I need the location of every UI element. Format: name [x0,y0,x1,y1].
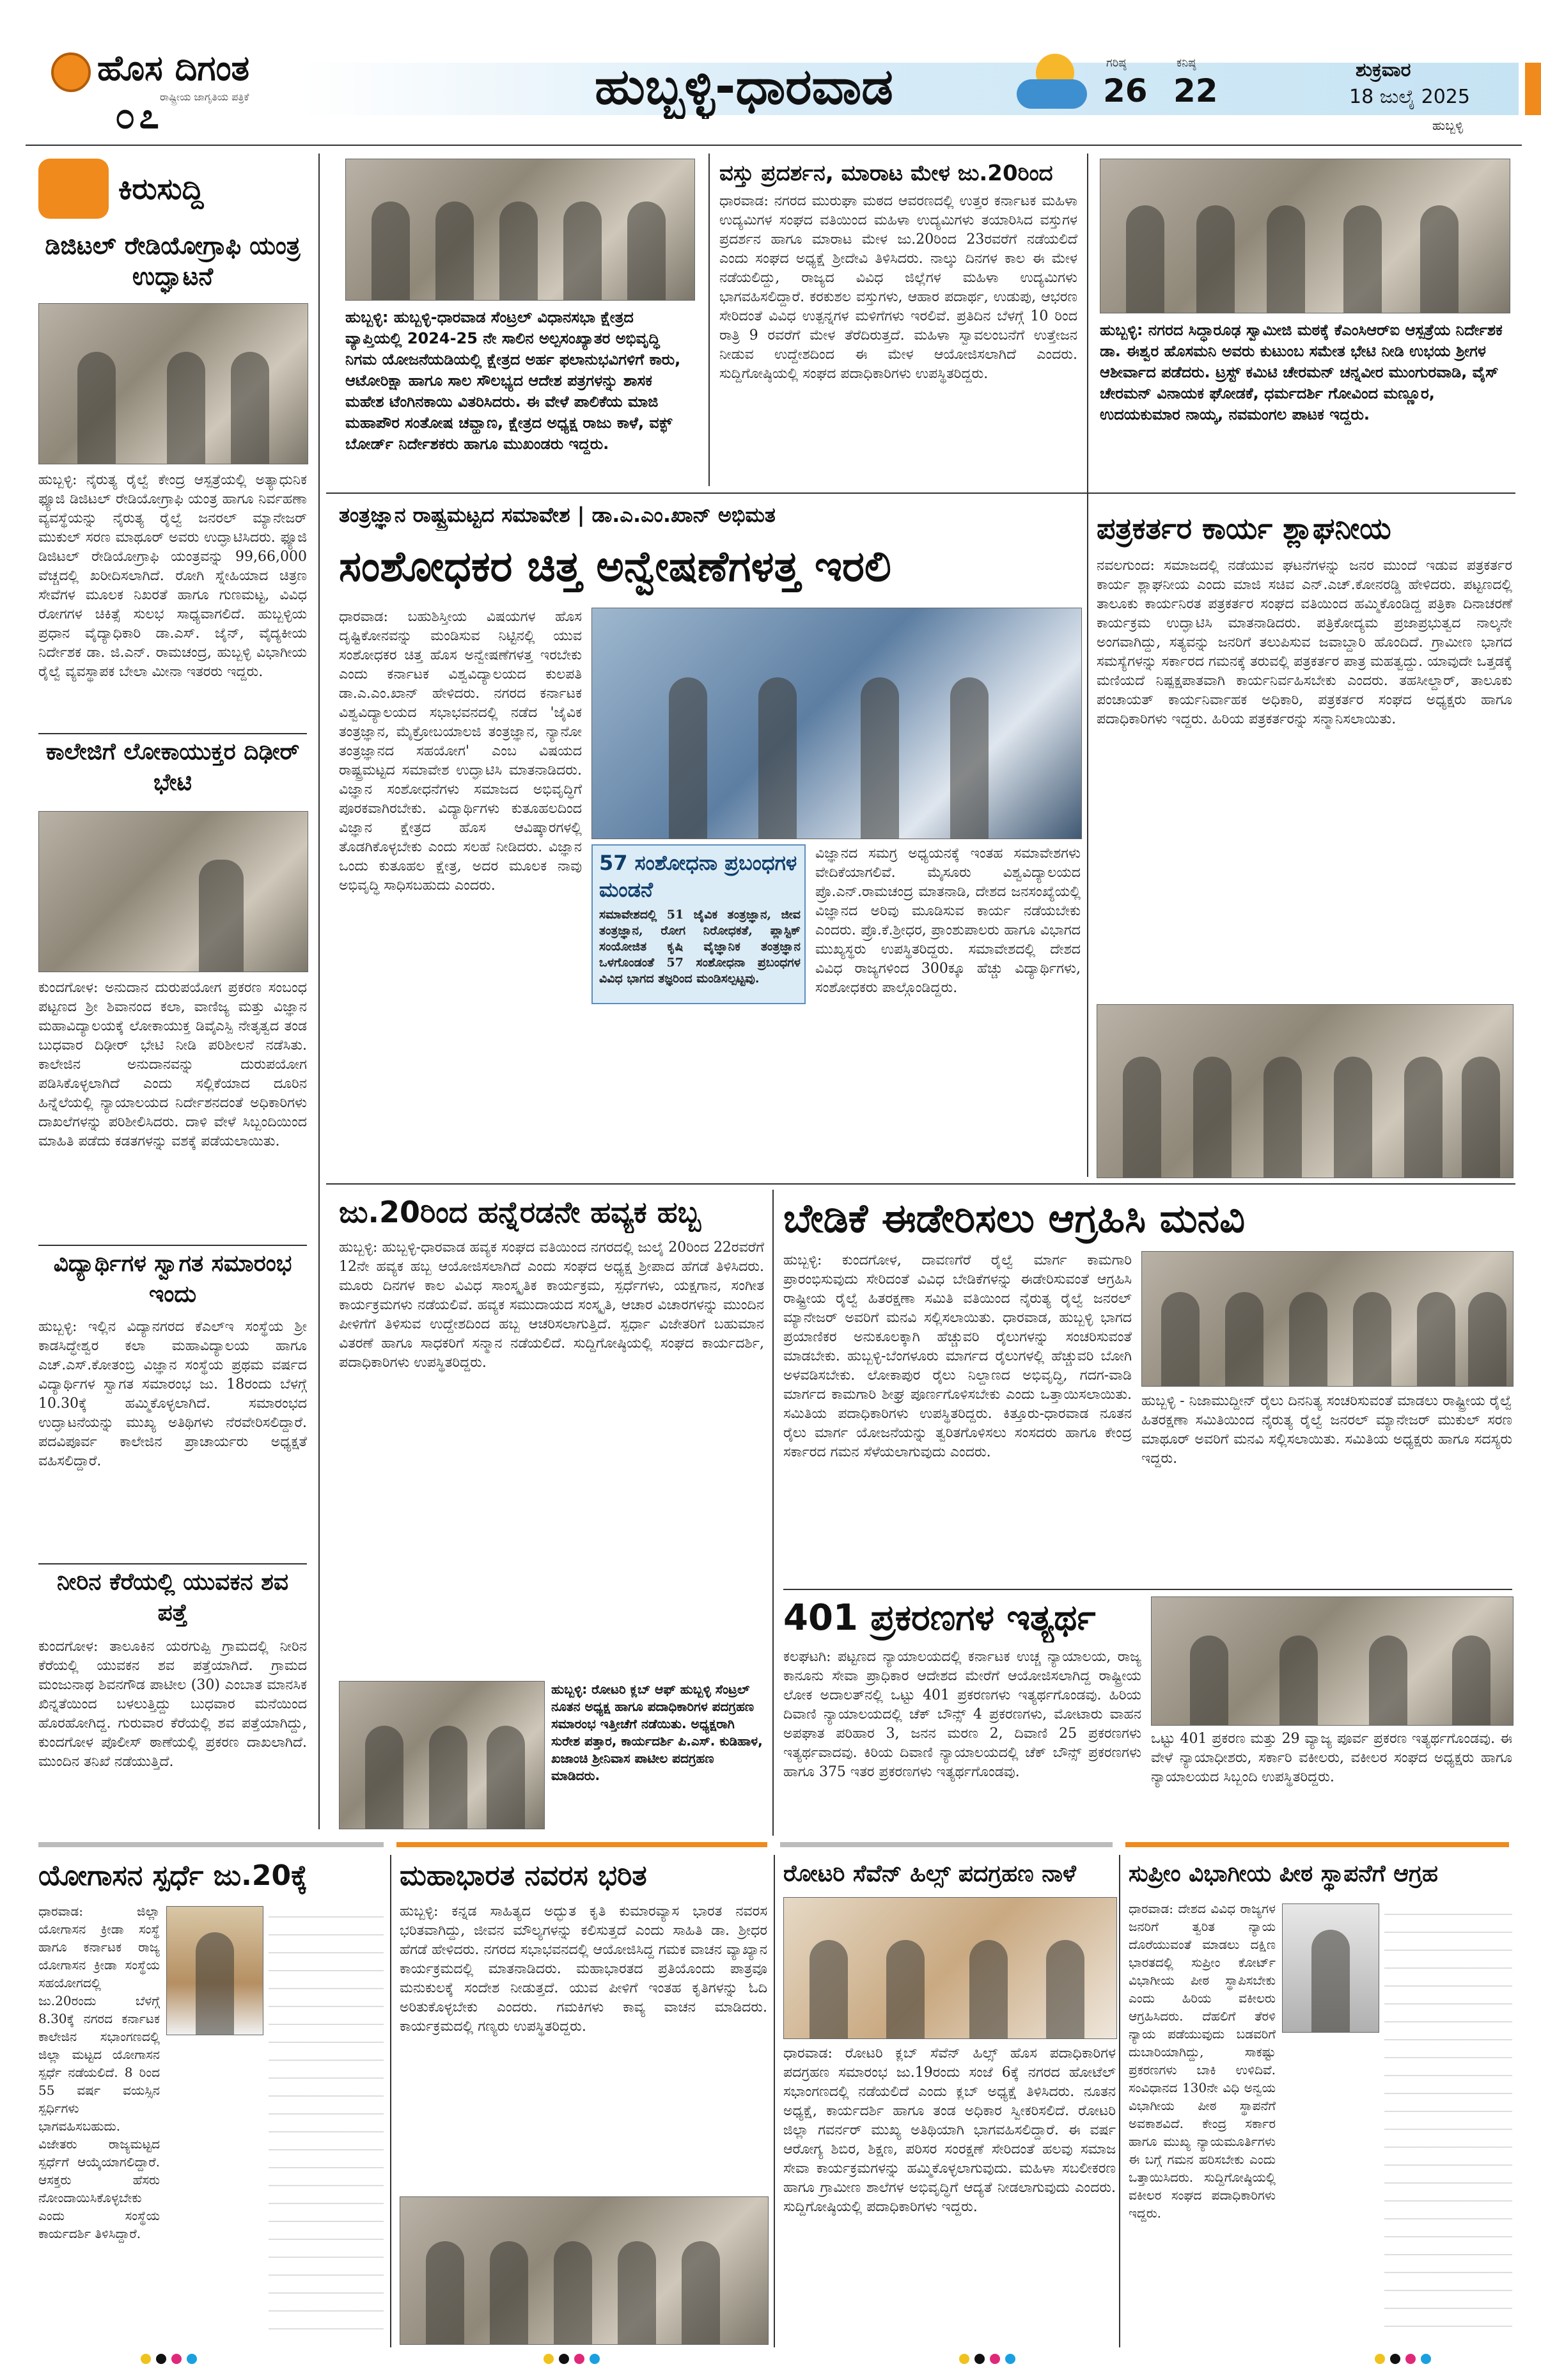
kirusuddi-body-2: ಕುಂದಗೋಳ: ಅನುದಾನ ದುರುಪಯೋಗ ಪ್ರಕರಣ ಸಂಬಂಧ ಪಟ್ಟಣದ ಶ್ರೀ ಶಿವಾನಂದ ಕಲಾ, ವಾಣಿಜ್ಯ ಮತ್ತು ವಿಜ್ಞಾನ ಮಹಾವಿದ್ಯಾಲಯಕ್ಕೆ ಲೋಕಾಯುಕ್ತ ಡಿವೈಎಸ್ಪಿ ನೇತೃತ್ವದ ತಂಡ ಬುಧವಾರ ದಿಢೀರ್ ಭೇಟಿ ನೀಡಿ ಪರಿಶೀಲನೆ ನಡೆಸಿತು. ಕಾಲೇಜಿನ ಅನುದಾನವನ್ನು ದುರುಪಯೋಗ ಪಡಿಸಿಕೊಳ್ಳಲಾಗಿದೆ ಎಂದು ಸಲ್ಲಿಕೆಯಾದ ದೂರಿನ ಹಿನ್ನೆಲೆಯಲ್ಲಿ ನ್ಯಾಯಾಲಯದ ನಿರ್ದೇಶನದಂತೆ ಅಧಿಕಾರಿಗಳು ದಾಖಲೆಗಳನ್ನು ಪರಿಶೀಲಿಸಿದರು. ದಾಳಿ ವೇಳೆ ಸಿಬ್ಬಂದಿಯಿಂದ ಮಾಹಿತಿ ಪಡೆದು ಕಡತಗಳನ್ನು ವಶಕ್ಕೆ ಪಡೆಯಲಾಯಿತು. [38,980,307,1149]
mahabharata-photo [400,2196,769,2345]
registration-dots-4 [1375,2354,1431,2364]
page-number: ೦೭ [115,96,163,137]
section-title: ಹುಬ್ಬಳ್ಳಿ-ಧಾರವಾಡ [595,58,893,116]
kirusuddi-photo-1 [38,303,308,464]
yoga-headline: ಯೋಗಾಸನ ಸ್ಪರ್ಧೆ ಜು.20ಕ್ಕೆ [38,1859,308,1892]
issue-date: 18 ಜುಲೈ 2025 [1349,86,1470,108]
journalist-headline: ಪತ್ರಕರ್ತರ ಕಾರ್ಯ ಶ್ಲಾಘನೀಯ [1097,511,1391,546]
issue-day: ಶುಕ್ರವಾರ [1356,59,1411,81]
top-right-photo [1100,159,1510,313]
research-body-left: ಧಾರವಾಡ: ಬಹುಶಿಸ್ತೀಯ ವಿಷಯಗಳ ಹೊಸ ದೃಷ್ಟಿಕೋನವನ್ನು ಮಂಡಿಸುವ ನಿಟ್ಟಿನಲ್ಲಿ ಯುವ ಸಂಶೋಧಕರ ಚಿತ್ತ ಹೊಸ ಅನ್ವೇಷಣೆಗಳತ್ತ ಇರಬೇಕು ಎಂದು ಕರ್ನಾಟಕ ವಿಶ್ವವಿದ್ಯಾಲಯದ ಕುಲಪತಿ ಡಾ.ಎ.ಎಂ.ಖಾನ್ ಹೇಳಿದರು. ನಗರದ ಕರ್ನಾಟಕ ವಿಶ್ವವಿದ್ಯಾಲಯದ ಸಭಾಭವನದಲ್ಲಿ ನಡೆದ 'ಜೈವಿಕ ತಂತ್ರಜ್ಞಾನ, ಮೈಕ್ರೋಬಯಾಲಜಿ ತಂತ್ರಜ್ಞಾನ, ನ್ಯಾನೋ ತಂತ್ರಜ್ಞಾನದ ಸಹಯೋಗ' ಎಂಬ ವಿಷಯದ ರಾಷ್ಟ್ರಮಟ್ಟದ ಸಮಾವೇಶ ಉದ್ಘಾಟಿಸಿ ಮಾತನಾಡಿದರು. ವಿಜ್ಞಾನ ಸಂಶೋಧನೆಗಳು ಸಮಾಜದ ಅಭಿವೃದ್ಧಿಗೆ ಪೂರಕವಾಗಿರಬೇಕು. ವಿದ್ಯಾರ್ಥಿಗಳು ಕುತೂಹಲದಿಂದ ವಿಜ್ಞಾನ ಕ್ಷೇತ್ರದ ಹೊಸ ಆವಿಷ್ಕಾರಗಳಲ್ಲಿ ತೊಡಗಿಕೊಳ್ಳಬೇಕು ಎಂದು ಸಲಹೆ ನೀಡಿದರು. ವಿಜ್ಞಾನ ಒಂದು ಕುತೂಹಲ ಕ್ಷೇತ್ರ, ಅದರ ಮೂಲಕ ನಾವು ಅಭಿವೃದ್ಧಿ ಸಾಧಿಸಬಹುದು ಎಂದರು. [339,609,582,894]
kirusuddi-headline-2: ಕಾಲೇಜಿಗೆ ಲೋಕಾಯುಕ್ತರ ದಿಢೀರ್ ಭೇಟಿ [45,739,300,796]
masthead-orange-edge [1525,63,1541,115]
top-right-caption: ಹುಬ್ಬಳ್ಳಿ: ನಗರದ ಸಿದ್ಧಾರೂಢ ಸ್ವಾಮೀಜಿ ಮಠಕ್ಕೆ ಕೆಎಂಸಿಆರ್‌ಐ ಆಸ್ಪತ್ರೆಯ ನಿರ್ದೇಶಕ ಡಾ. ಈಶ್ವರ ಹೊಸಮನಿ ಅವರು ಕುಟುಂಬ ಸಮೇತ ಭೇಟಿ ನೀಡಿ ಉಭಯ ಶ್ರೀಗಳ ಆಶೀರ್ವಾದ ಪಡೆದರು. ಟ್ರಸ್ಟ್ ಕಮಿಟಿ ಚೇರಮನ್ ಚನ್ನವೀರ ಮುಂಗುರವಾಡಿ, ವೈಸ್ ಚೇರಮನ್ ವಿನಾಯಕ ಘೋಡಕೆ, ಧರ್ಮದರ್ಶಿ ಗೋವಿಂದ ಮಣ್ಣೂರ, ಉದಯಕುಮಾರ ನಾಯ್ಕ, ನವಮಂಗಲ ಪಾಟಕ ಇದ್ದರು. [1100,321,1503,423]
expo-body: ಧಾರವಾಡ: ನಗರದ ಮುರುಘಾ ಮಠದ ಆವರಣದಲ್ಲಿ ಉತ್ತರ ಕರ್ನಾಟಕ ಮಹಿಳಾ ಉದ್ಯಮಿಗಳ ಸಂಘದ ವತಿಯಿಂದ ಮಹಿಳಾ ಉದ್ಯಮಿಗಳು ತಯಾರಿಸಿದ ವಸ್ತುಗಳ ಪ್ರದರ್ಶನ ಹಾಗೂ ಮಾರಾಟ ಮೇಳ ಜು.20ರಿಂದ 23ರವರೆಗೆ ನಡೆಯಲಿದೆ ಎಂದು ಸಂಘದ ಅಧ್ಯಕ್ಷೆ ಶ್ರೀದೇವಿ ತಿಳಿಸಿದರು. ನಾಲ್ಕು ದಿನಗಳ ಕಾಲ ಈ ಮೇಳ ನಡೆಯಲಿದ್ದು, ರಾಜ್ಯದ ವಿವಿಧ ಜಿಲ್ಲೆಗಳ ಮಹಿಳಾ ಉದ್ಯಮಿಗಳು ಭಾಗವಹಿಸಲಿದ್ದಾರೆ. ಕರಕುಶಲ ವಸ್ತುಗಳು, ಆಹಾರ ಪದಾರ್ಥ, ಉಡುಪು, ಆಭರಣ ಸೇರಿದಂತೆ ವಿವಿಧ ಉತ್ಪನ್ನಗಳ ಮಳಿಗೆಗಳು ಇರಲಿವೆ. ಪ್ರತಿದಿನ ಬೆಳಗ್ಗೆ 10 ರಿಂದ ರಾತ್ರಿ 9 ರವರೆಗೆ ಮೇಳ ತೆರೆದಿರುತ್ತದೆ. ಮಹಿಳಾ ಸ್ವಾವಲಂಬನೆಗೆ ಉತ್ತೇಜನ ನೀಡುವ ಉದ್ದೇಶದಿಂದ ಈ ಮೇಳ ಆಯೋಜಿಸಲಾಗಿದೆ ಎಂದರು. ಸುದ್ದಿಗೋಷ್ಠಿಯಲ್ಲಿ ಸಂಘದ ಪದಾಧಿಕಾರಿಗಳು ಉಪಸ್ಥಿತರಿದ್ದರು. [719,193,1077,382]
weather-max: 26 [1103,72,1148,109]
mahabharata-body: ಹುಬ್ಬಳ್ಳಿ: ಕನ್ನಡ ಸಾಹಿತ್ಯದ ಅದ್ಭುತ ಕೃತಿ ಕುಮಾರವ್ಯಾಸ ಭಾರತ ನವರಸ ಭರಿತವಾಗಿದ್ದು, ಜೀವನ ಮೌಲ್ಯಗಳನ್ನು ಕಲಿಸುತ್ತದೆ ಎಂದು ಸಾಹಿತಿ ಡಾ. ಶ್ರೀಧರ ಹೆಗಡೆ ಹೇಳಿದರು. ನಗರದ ಸಭಾಭವನದಲ್ಲಿ ಆಯೋಜಿಸಿದ್ದ ಗಮಕ ವಾಚನ ವ್ಯಾಖ್ಯಾನ ಕಾರ್ಯಕ್ರಮದಲ್ಲಿ ಮಾತನಾಡಿದರು. ಮಹಾಭಾರತದ ಪ್ರತಿಯೊಂದು ಪಾತ್ರವೂ ಮನುಕುಲಕ್ಕೆ ಸಂದೇಶ ನೀಡುತ್ತದೆ. ಯುವ ಪೀಳಿಗೆ ಇಂತಹ ಕೃತಿಗಳನ್ನು ಓದಿ ಅರಿತುಕೊಳ್ಳಬೇಕು ಎಂದರು. ಗಮಕಿಗಳು ಕಾವ್ಯ ವಾಚನ ಮಾಡಿದರು. ಕಾರ್ಯಕ್ರಮದಲ್ಲಿ ಗಣ್ಯರು ಉಪಸ್ಥಿತರಿದ್ದರು. [400,1903,767,2035]
havyaka-photo [339,1681,545,1829]
rotary-photo [783,1897,1117,2039]
bottom-col-rule-2 [774,1855,775,2347]
kirusuddi-body-1: ಹುಬ್ಬಳ್ಳಿ: ನೈರುತ್ಯ ರೈಲ್ವೆ ಕೇಂದ್ರ ಆಸ್ಪತ್ರೆಯಲ್ಲಿ ಅತ್ಯಾಧುನಿಕ ಫ್ಯೂಜಿ ಡಿಜಿಟಲ್ ರೇಡಿಯೋಗ್ರಾಫಿ ಯಂತ್ರ ಹಾಗೂ ನಿರ್ವಹಣಾ ವ್ಯವಸ್ಥೆಯನ್ನು ನೈರುತ್ಯ ರೈಲ್ವೆ ಜನರಲ್ ಮ್ಯಾನೇಜರ್ ಮುಕುಲ್ ಸರಣ ಮಾಥೂರ್ ಅವರು ಉದ್ಘಾಟಿಸಿದರು. ಫ್ಯೂಜಿ ಡಿಜಿಟಲ್ ರೇಡಿಯೋಗ್ರಾಫಿ ಯಂತ್ರವನ್ನು 99,66,000 ವೆಚ್ಚದಲ್ಲಿ ಖರೀದಿಸಲಾಗಿದೆ. ರೋಗಿ ಸ್ನೇಹಿಯಾದ ಚಿತ್ರಣ ಸೇವೆಗಳ ಮೂಲಕ ನಿಖರತೆ ಹಾಗೂ ಗುಣಮಟ್ಟ, ವಿವಿಧ ರೋಗಗಳ ಚಿಕಿತ್ಸೆ ಸುಲಭ ಸಾಧ್ಯವಾಗಲಿದೆ. ಹುಬ್ಬಳ್ಳಿಯ ಪ್ರಧಾನ ವೈದ್ಯಾಧಿಕಾರಿ ಡಾ.ಎಸ್. ಜೈನ್, ವೈದ್ಯಕೀಯ ನಿರ್ದೇಶಕ ಡಾ. ಜಿ.ಎನ್. ರಾಮಚಂದ್ರ, ಹುಬ್ಬಳ್ಳಿ ವಿಭಾಗೀಯ ರೈಲ್ವೆ ವ್ಯವಸ್ಥಾಪಕ ಬೇಲಾ ಮೀನಾ ಇತರರು ಇದ್ದರು. [38,472,307,680]
expo-headline: ವಸ್ತು ಪ್ರದರ್ಶನ, ಮಾರಾಟ ಮೇಳ ಜು.20ರಿಂದ [719,161,1053,186]
cases-photo [1151,1596,1514,1726]
research-photo [591,608,1082,839]
pointing-hand-icon [38,159,109,219]
supreme-headline: ಸುಪ್ರೀಂ ವಿಭಾಗೀಯ ಪೀಠ ಸ್ಥಾಪನೆಗೆ ಆಗ್ರಹ [1129,1861,1438,1887]
research-box [591,844,806,1004]
top-mid-photo [345,159,695,301]
kirusuddi-badge [38,159,307,219]
research-box-body: ಸಮಾವೇಶದಲ್ಲಿ 51 ಜೈವಿಕ ತಂತ್ರಜ್ಞಾನ, ಜೀವ ತಂತ್ರಜ್ಞಾನ, ರೋಗ ನಿರೋಧಕತೆ, ಪ್ಲಾಸ್ಟಿಕ್ ಸಂಯೋಜಿತ ಕೃಷಿ ವೈಜ್ಞಾನಿಕ ತಂತ್ರಜ್ಞಾನ ಒಳಗೊಂಡಂತೆ 57 ಸಂಶೋಧನಾ ಪ್ರಬಂಧಗಳ ವಿವಿಧ ಭಾಗದ ತಜ್ಞರಿಂದ ಮಂಡಿಸಲ್ಪಟ್ಟವು. [599,908,801,986]
kirusuddi-rule-1 [38,733,307,734]
kirusuddi-label: ಕಿರುಸುದ್ದಿ [118,171,204,206]
kirusuddi-rule-2 [38,1245,307,1246]
bottom-bar-2 [396,1842,767,1847]
col-rule-row3 [772,1190,774,1836]
row-rule-1 [326,493,1515,494]
demands-body: ಹುಬ್ಬಳ್ಳಿ: ಕುಂದಗೋಳ, ದಾವಣಗೆರೆ ರೈಲ್ವೆ ಮಾರ್ಗ ಕಾಮಗಾರಿ ಪ್ರಾರಂಭಿಸುವುದು ಸೇರಿದಂತೆ ವಿವಿಧ ಬೇಡಿಕೆಗಳನ್ನು ಈಡೇರಿಸುವಂತೆ ಆಗ್ರಹಿಸಿ ರಾಷ್ಟ್ರೀಯ ರೈಲ್ವೆ ಹಿತರಕ್ಷಣಾ ಸಮಿತಿ ವತಿಯಿಂದ ನೈರುತ್ಯ ರೈಲ್ವೆ ಜನರಲ್ ಮ್ಯಾನೇಜರ್ ಅವರಿಗೆ ಮನವಿ ಸಲ್ಲಿಸಲಾಯಿತು. ಧಾರವಾಡ, ಹುಬ್ಬಳ್ಳಿ ಭಾಗದ ಪ್ರಯಾಣಿಕರ ಅನುಕೂಲಕ್ಕಾಗಿ ಹೆಚ್ಚುವರಿ ರೈಲುಗಳನ್ನು ಸಂಚರಿಸುವಂತೆ ಮಾಡಬೇಕು. ಹುಬ್ಬಳ್ಳಿ-ಬೆಂಗಳೂರು ಮಾರ್ಗದ ರೈಲುಗಳಲ್ಲಿ ಹೆಚ್ಚುವರಿ ಬೋಗಿ ಅಳವಡಿಸಬೇಕು. ಲೋಕಾಪುರ ರೈಲು ನಿಲ್ದಾಣದ ಅಭಿವೃದ್ಧಿ, ಗದಗ-ವಾಡಿ ಮಾರ್ಗದ ಕಾಮಗಾರಿ ಶೀಘ್ರ ಪೂರ್ಣಗೊಳಿಸಬೇಕು ಎಂದು ಒತ್ತಾಯಿಸಲಾಯಿತು. ಸಮಿತಿಯ ಪದಾಧಿಕಾರಿಗಳು ಉಪಸ್ಥಿತರಿದ್ದರು. ಕಿತ್ತೂರು-ಧಾರವಾಡ ನೂತನ ರೈಲು ಮಾರ್ಗ ಯೋಜನೆಯನ್ನು ತ್ವರಿತಗೊಳಿಸಲು ಸಂಸದರು ಹಾಗೂ ಕೇಂದ್ರ ಸರ್ಕಾರದ ಗಮನ ಸೆಳೆಯಲಾಗುವುದು ಎಂದರು. [783,1252,1132,1460]
journalist-body: ನವಲಗುಂದ: ಸಮಾಜದಲ್ಲಿ ನಡೆಯುವ ಘಟನೆಗಳನ್ನು ಜನರ ಮುಂದೆ ಇಡುವ ಪತ್ರಕರ್ತರ ಕಾರ್ಯ ಶ್ಲಾಘನೀಯ ಎಂದು ಮಾಜಿ ಸಚಿವ ಎನ್.ಎಚ್.ಕೋನರಡ್ಡಿ ಹೇಳಿದರು. ಪಟ್ಟಣದಲ್ಲಿ ತಾಲೂಕು ಕಾರ್ಯನಿರತ ಪತ್ರಕರ್ತರ ಸಂಘದ ವತಿಯಿಂದ ಹಮ್ಮಿಕೊಂಡಿದ್ದ ಪತ್ರಿಕಾ ದಿನಾಚರಣೆ ಕಾರ್ಯಕ್ರಮ ಉದ್ಘಾಟಿಸಿ ಮಾತನಾಡಿದರು. ಪತ್ರಿಕೋದ್ಯಮ ಪ್ರಜಾಪ್ರಭುತ್ವದ ನಾಲ್ಕನೇ ಅಂಗವಾಗಿದ್ದು, ಸತ್ಯವನ್ನು ಜನರಿಗೆ ತಲುಪಿಸುವ ಜವಾಬ್ದಾರಿ ಹೊಂದಿದೆ. ಗ್ರಾಮೀಣ ಭಾಗದ ಸಮಸ್ಯೆಗಳನ್ನು ಸರ್ಕಾರದ ಗಮನಕ್ಕೆ ತರುವಲ್ಲಿ ಪತ್ರಕರ್ತರ ಪಾತ್ರ ಮಹತ್ವದ್ದು. ಯಾವುದೇ ಒತ್ತಡಕ್ಕೆ ಮಣಿಯದೆ ನಿಷ್ಪಕ್ಷಪಾತವಾಗಿ ಕಾರ್ಯನಿರ್ವಹಿಸಬೇಕು ಎಂದರು. ತಹಸೀಲ್ದಾರ್, ತಾಲೂಕು ಪಂಚಾಯತ್ ಕಾರ್ಯನಿರ್ವಾಹಕ ಅಧಿಕಾರಿ, ಪತ್ರಕರ್ತರ ಸಂಘದ ಅಧ್ಯಕ್ಷರು ಹಾಗೂ ಪದಾಧಿಕಾರಿಗಳು ಇದ್ದರು. ಹಿರಿಯ ಪತ್ರಕರ್ತರನ್ನು ಸನ್ಮಾನಿಸಲಾಯಿತು. [1097,558,1512,727]
bottom-bar-3 [780,1842,1113,1847]
supreme-body-left: ಧಾರವಾಡ: ದೇಶದ ವಿವಿಧ ರಾಜ್ಯಗಳ ಜನರಿಗೆ ತ್ವರಿತ ನ್ಯಾಯ ದೊರೆಯುವಂತೆ ಮಾಡಲು ದಕ್ಷಿಣ ಭಾರತದಲ್ಲಿ ಸುಪ್ರೀಂ ಕೋರ್ಟ್ ವಿಭಾಗೀಯ ಪೀಠ ಸ್ಥಾಪಿಸಬೇಕು ಎಂದು ಹಿರಿಯ ವಕೀಲರು ಆಗ್ರಹಿಸಿದರು. ದೆಹಲಿಗೆ ತೆರಳಿ ನ್ಯಾಯ ಪಡೆಯುವುದು ಬಡವರಿಗೆ ದುಬಾರಿಯಾಗಿದ್ದು, ಸಾಕಷ್ಟು ಪ್ರಕರಣಗಳು ಬಾಕಿ ಉಳಿದಿವೆ. ಸಂವಿಧಾನದ 130ನೇ ವಿಧಿ ಅನ್ವಯ ವಿಭಾಗೀಯ ಪೀಠ ಸ್ಥಾಪನೆಗೆ ಅವಕಾಶವಿದೆ. ಕೇಂದ್ರ ಸರ್ಕಾರ ಹಾಗೂ ಮುಖ್ಯ ನ್ಯಾಯಮೂರ್ತಿಗಳು ಈ ಬಗ್ಗೆ ಗಮನ ಹರಿಸಬೇಕು ಎಂದು ಒತ್ತಾಯಿಸಿದರು. ಸುದ್ದಿಗೋಷ್ಠಿಯಲ್ಲಿ ವಕೀಲರ ಸಂಘದ ಪದಾಧಿಕಾರಿಗಳು ಇದ್ದರು. [1129,1901,1276,2221]
cases-body: ಕಲಘಟಗಿ: ಪಟ್ಟಣದ ನ್ಯಾಯಾಲಯದಲ್ಲಿ ಕರ್ನಾಟಕ ಉಚ್ಚ ನ್ಯಾಯಾಲಯ, ರಾಜ್ಯ ಕಾನೂನು ಸೇವಾ ಪ್ರಾಧಿಕಾರ ಆದೇಶದ ಮೇರೆಗೆ ಆಯೋಜಿಸಲಾಗಿದ್ದ ರಾಷ್ಟ್ರೀಯ ಲೋಕ ಅದಾಲತ್‌ನಲ್ಲಿ ಒಟ್ಟು 401 ಪ್ರಕರಣಗಳು ಇತ್ಯರ್ಥಗೊಂಡವು. ಹಿರಿಯ ದಿವಾಣಿ ನ್ಯಾಯಾಲಯದಲ್ಲಿ ಚೆಕ್ ಬೌನ್ಸ್ 4 ಪ್ರಕರಣಗಳು, ಮೋಟಾರು ವಾಹನ ಅಪಘಾತ ಪರಿಹಾರ 3, ಜನನ ಮರಣ 2, ದಿವಾಣಿ 25 ಪ್ರಕರಣಗಳು ಇತ್ಯರ್ಥವಾದವು. ಕಿರಿಯ ದಿವಾಣಿ ನ್ಯಾಯಾಲಯದಲ್ಲಿ ಚೆಕ್ ಬೌನ್ಸ್ ಪ್ರಕರಣಗಳು ಹಾಗೂ 375 ಇತರ ಪ್ರಕರಣಗಳು ಇತ್ಯರ್ಥಗೊಂಡವು. [783,1649,1141,1780]
weather-min: 22 [1173,72,1218,109]
yoga-body-right [269,1902,384,2344]
kirusuddi-body-4: ಕುಂದಗೋಳ: ತಾಲೂಕಿನ ಯರಗುಪ್ಪಿ ಗ್ರಾಮದಲ್ಲಿ ನೀರಿನ ಕೆರೆಯಲ್ಲಿ ಯುವಕನ ಶವ ಪತ್ತೆಯಾಗಿದೆ. ಗ್ರಾಮದ ಮಂಜುನಾಥ ಶಿವನಗೌಡ ಪಾಟೀಲ (30) ಎಂಬಾತ ಮಾನಸಿಕ ಖಿನ್ನತೆಯಿಂದ ಬಳಲುತ್ತಿದ್ದು ಬುಧವಾರ ಮನೆಯಿಂದ ಹೊರಹೋಗಿದ್ದ. ಗುರುವಾರ ಕೆರೆಯಲ್ಲಿ ಶವ ಪತ್ತೆಯಾಗಿದ್ದು, ಕುಂದಗೋಳ ಪೊಲೀಸ್ ಠಾಣೆಯಲ್ಲಿ ಪ್ರಕರಣ ದಾಖಲಾಗಿದೆ. ಮುಂದಿನ ತನಿಖೆ ನಡೆಯುತ್ತಿದೆ. [38,1639,307,1770]
logo-block [51,45,320,137]
weather-max-label: ಗರಿಷ್ಠ [1106,56,1127,70]
kirusuddi-headline-3: ವಿದ್ಯಾರ್ಥಿಗಳ ಸ್ವಾಗತ ಸಮಾರಂಭ ಇಂದು [53,1250,292,1307]
bottom-col-rule-1 [390,1855,391,2347]
registration-dots-2 [544,2354,600,2364]
bottom-bar-4 [1125,1842,1509,1847]
research-body-mid: ವಿಜ್ಞಾನದ ಸಮಗ್ರ ಅಧ್ಯಯನಕ್ಕೆ ಇಂತಹ ಸಮಾವೇಶಗಳು ವೇದಿಕೆಯಾಗಲಿವೆ. ಮೈಸೂರು ವಿಶ್ವವಿದ್ಯಾಲಯದ ಪ್ರೊ.ಎನ್.ರಾಮಚಂದ್ರ ಮಾತನಾಡಿ, ದೇಶದ ಜನಸಂಖ್ಯೆಯಲ್ಲಿ ವಿಜ್ಞಾನದ ಅರಿವು ಮೂಡಿಸುವ ಕಾರ್ಯ ನಡೆಯಬೇಕು ಎಂದರು. ಪ್ರೊ.ಕೆ.ಶ್ರೀಧರ, ಪ್ರಾಂಶುಪಾಲರು ಹಾಗೂ ವಿಭಾಗದ ಮುಖ್ಯಸ್ಥರು ಉಪಸ್ಥಿತರಿದ್ದರು. ಸಮಾವೇಶದಲ್ಲಿ ದೇಶದ ವಿವಿಧ ರಾಜ್ಯಗಳಿಂದ 300ಕ್ಕೂ ಹೆಚ್ಚು ವಿದ್ಯಾರ್ಥಿಗಳು, ಸಂಶೋಧಕರು ಪಾಲ್ಗೊಂಡಿದ್ದರು. [815,846,1081,996]
weather-min-label: ಕನಿಷ್ಠ [1177,56,1196,70]
col-rule-right [1087,154,1088,1177]
masthead [0,0,1541,147]
demands-caption: ಹುಬ್ಬಳ್ಳಿ - ನಿಜಾಮುದ್ದೀನ್ ರೈಲು ದಿನನಿತ್ಯ ಸಂಚರಿಸುವಂತೆ ಮಾಡಲು ರಾಷ್ಟ್ರೀಯ ರೈಲ್ವೆ ಹಿತರಕ್ಷಣಾ ಸಮಿತಿಯಿಂದ ನೈರುತ್ಯ ರೈಲ್ವೆ ಜನರಲ್ ಮ್ಯಾನೇಜರ್ ಮುಕುಲ್ ಸರಣ ಮಾಥೂರ್ ಅವರಿಗೆ ಮನವಿ ಸಲ್ಲಿಸಲಾಯಿತು. ಸಮಿತಿಯ ಅಧ್ಯಕ್ಷರು ಹಾಗೂ ಸದಸ್ಯರು ಇದ್ದರು. [1141,1393,1512,1467]
research-headline: ಸಂಶೋಧಕರ ಚಿತ್ತ ಅನ್ವೇಷಣೆಗಳತ್ತ ಇರಲಿ [339,542,891,591]
bottom-bar-1 [38,1842,384,1847]
demands-headline: ಬೇಡಿಕೆ ಈಡೇರಿಸಲು ಆಗ್ರಹಿಸಿ ಮನವಿ [783,1195,1246,1241]
rotary-body: ಧಾರವಾಡ: ರೋಟರಿ ಕ್ಲಬ್ ಸೆವೆನ್ ಹಿಲ್ಸ್ ಹೊಸ ಪದಾಧಿಕಾರಿಗಳ ಪದಗ್ರಹಣ ಸಮಾರಂಭ ಜು.19ರಂದು ಸಂಜೆ 6ಕ್ಕೆ ನಗರದ ಹೋಟೆಲ್ ಸಭಾಂಗಣದಲ್ಲಿ ನಡೆಯಲಿದೆ ಎಂದು ಕ್ಲಬ್ ಅಧ್ಯಕ್ಷೆ ತಿಳಿಸಿದರು. ನೂತನ ಅಧ್ಯಕ್ಷೆ, ಕಾರ್ಯದರ್ಶಿ ಹಾಗೂ ತಂಡ ಅಧಿಕಾರ ಸ್ವೀಕರಿಸಲಿದೆ. ರೋಟರಿ ಜಿಲ್ಲಾ ಗವರ್ನರ್ ಮುಖ್ಯ ಅತಿಥಿಯಾಗಿ ಭಾಗವಹಿಸಲಿದ್ದಾರೆ. ಈ ವರ್ಷ ಆರೋಗ್ಯ ಶಿಬಿರ, ಶಿಕ್ಷಣ, ಪರಿಸರ ಸಂರಕ್ಷಣೆ ಸೇರಿದಂತೆ ಹಲವು ಸಮಾಜ ಸೇವಾ ಕಾರ್ಯಕ್ರಮಗಳನ್ನು ಹಮ್ಮಿಕೊಳ್ಳಲಾಗುವುದು. ಮಹಿಳಾ ಸಬಲೀಕರಣ ಹಾಗೂ ಗ್ರಾಮೀಣ ಶಾಲೆಗಳ ಅಭಿವೃದ್ಧಿಗೆ ಆದ್ಯತೆ ನೀಡಲಾಗುವುದು ಎಂದರು. ಸುದ್ದಿಗೋಷ್ಠಿಯಲ್ಲಿ ಪದಾಧಿಕಾರಿಗಳು ಇದ್ದರು. [783,2045,1116,2215]
research-box-title: 57 ಸಂಶೋಧನಾ ಪ್ರಬಂಧಗಳ ಮಂಡನೆ [599,851,797,902]
kirusuddi-body-3: ಹುಬ್ಬಳ್ಳಿ: ಇಲ್ಲಿನ ವಿದ್ಯಾನಗರದ ಕೆಎಲ್‌ಇ ಸಂಸ್ಥೆಯ ಶ್ರೀ ಕಾಡಸಿದ್ಧೇಶ್ವರ ಕಲಾ ಮಹಾವಿದ್ಯಾಲಯ ಹಾಗೂ ಎಚ್.ಎಸ್.ಕೋತಂಬ್ರಿ ವಿಜ್ಞಾನ ಸಂಸ್ಥೆಯ ಪ್ರಥಮ ವರ್ಷದ ವಿದ್ಯಾರ್ಥಿಗಳ ಸ್ವಾಗತ ಸಮಾರಂಭ ಜು. 18ರಂದು ಬೆಳಗ್ಗೆ 10.30ಕ್ಕೆ ಹಮ್ಮಿಕೊಳ್ಳಲಾಗಿದೆ. ಸಮಾರಂಭದ ಉದ್ಘಾಟನೆಯನ್ನು ಮುಖ್ಯ ಅತಿಥಿಗಳು ನೆರವೇರಿಸಲಿದ್ದಾರೆ. ಪದವಿಪೂರ್ವ ಕಾಲೇಜಿನ ಪ್ರಾಚಾರ್ಯರು ಅಧ್ಯಕ್ಷತೆ ವಹಿಸಲಿದ್ದಾರೆ. [38,1319,307,1469]
kirusuddi-headline-1: ಡಿಜಿಟಲ್ ರೇಡಿಯೋಗ್ರಾಫಿ ಯಂತ್ರ ಉದ್ಘಾಟನೆ [45,232,301,290]
demands-photo [1141,1251,1514,1387]
yoga-photo [166,1906,263,2035]
logo-tagline: ರಾಷ್ಟ್ರೀಯ ಜಾಗೃತಿಯ ಪತ್ರಿಕೆ [160,91,249,103]
registration-dots-3 [959,2354,1015,2364]
research-kicker: ತಂತ್ರಜ್ಞಾನ ರಾಷ್ಟ್ರಮಟ್ಟದ ಸಮಾವೇಶ | ಡಾ.ಎ.ಎಂ.ಖಾನ್ ಅಭಿಮತ [339,503,776,527]
masthead-rule [26,145,1522,146]
weather-cloud-icon [1017,79,1087,109]
logo-text: ಹೊಸ ದಿಗಂತ [97,48,250,88]
registration-dots-1 [141,2354,197,2364]
kirusuddi-photo-2 [38,811,308,972]
kirusuddi-rule-3 [38,1563,307,1564]
havyaka-body: ಹುಬ್ಬಳ್ಳಿ: ಹುಬ್ಬಳ್ಳಿ-ಧಾರವಾಡ ಹವ್ಯಕ ಸಂಘದ ವತಿಯಿಂದ ನಗರದಲ್ಲಿ ಜುಲೈ 20ರಿಂದ 22ರವರೆಗೆ 12ನೇ ಹವ್ಯಕ ಹಬ್ಬ ಆಯೋಜಿಸಲಾಗಿದೆ ಎಂದು ಸಂಘದ ಅಧ್ಯಕ್ಷ ಶ್ರೀಪಾದ ಹೆಗಡೆ ತಿಳಿಸಿದರು. ಮೂರು ದಿನಗಳ ಕಾಲ ವಿವಿಧ ಸಾಂಸ್ಕೃತಿಕ ಕಾರ್ಯಕ್ರಮ, ಸ್ಪರ್ಧೆಗಳು, ಯಕ್ಷಗಾನ, ಸಂಗೀತ ಕಾರ್ಯಕ್ರಮಗಳು ನಡೆಯಲಿವೆ. ಹವ್ಯಕ ಸಮುದಾಯದ ಸಂಸ್ಕೃತಿ, ಆಚಾರ ವಿಚಾರಗಳನ್ನು ಮುಂದಿನ ಪೀಳಿಗೆಗೆ ತಿಳಿಸುವ ಉದ್ದೇಶದಿಂದ ಹಬ್ಬ ಆಚರಿಸಲಾಗುತ್ತಿದೆ. ಸ್ಪರ್ಧಾ ವಿಜೇತರಿಗೆ ಬಹುಮಾನ ವಿತರಣೆ ಹಾಗೂ ಸಾಧಕರಿಗೆ ಸನ್ಮಾನ ನಡೆಯಲಿದೆ. ಸುದ್ದಿಗೋಷ್ಠಿಯಲ್ಲಿ ಸಂಘದ ಕಾರ್ಯದರ್ಶಿ, ಪದಾಧಿಕಾರಿಗಳು ಉಪಸ್ಥಿತರಿದ್ದರು. [339,1240,764,1371]
mahabharata-headline: ಮಹಾಭಾರತ ನವರಸ ಭರಿತ [400,1859,647,1892]
top-mid-caption: ಹುಬ್ಬಳ್ಳಿ: ಹುಬ್ಬಳ್ಳಿ-ಧಾರವಾಡ ಸೆಂಟ್ರಲ್ ವಿಧಾನಸಭಾ ಕ್ಷೇತ್ರದ ವ್ಯಾಪ್ತಿಯಲ್ಲಿ 2024-25 ನೇ ಸಾಲಿನ ಅಲ್ಪಸಂಖ್ಯಾತರ ಅಭಿವೃದ್ಧಿ ನಿಗಮ ಯೋಜನೆಯಡಿಯಲ್ಲಿ ಕ್ಷೇತ್ರದ ಅರ್ಹ ಫಲಾನುಭವಿಗಳಿಗೆ ಕಾರು, ಆಟೋರಿಕ್ಷಾ ಹಾಗೂ ಸಾಲ ಸೌಲಭ್ಯದ ಆದೇಶ ಪತ್ರಗಳನ್ನು ಶಾಸಕ ಮಹೇಶ ಟೆಂಗಿನಕಾಯಿ ವಿತರಿಸಿದರು. ಈ ವೇಳೆ ಪಾಲಿಕೆಯ ಮಾಜಿ ಮಹಾಪೌರ ಸಂತೋಷ ಚವ್ಹಾಣ, ಕ್ಷೇತ್ರದ ಅಧ್ಯಕ್ಷ ರಾಜು ಕಾಳೆ, ವಕ್ಫ್ ಬೋರ್ಡ್ ನಿರ್ದೇಶಕರು ಹಾಗೂ ಮುಖಂಡರು ಇದ್ದರು. [345,308,681,453]
supreme-body-right [1384,1900,1512,2341]
demands-rule [783,1589,1512,1590]
bottom-col-rule-3 [1119,1855,1120,2347]
supreme-photo [1282,1903,1379,2033]
havyaka-caption: ಹುಬ್ಬಳ್ಳಿ: ರೋಟರಿ ಕ್ಲಬ್ ಆಫ್ ಹುಬ್ಬಳ್ಳಿ ಸೆಂಟ್ರಲ್ ನೂತನ ಅಧ್ಯಕ್ಷ ಹಾಗೂ ಪದಾಧಿಕಾರಿಗಳ ಪದಗ್ರಹಣ ಸಮಾರಂಭ ಇತ್ತೀಚೆಗೆ ನಡೆಯಿತು. ಅಧ್ಯಕ್ಷರಾಗಿ ಸುರೇಶ ಪತ್ತಾರ, ಕಾರ್ಯದರ್ಶಿ ಪಿ.ಎಸ್. ಕುಡಿಹಾಳ, ಖಜಾಂಚಿ ಶ್ರೀನಿವಾಸ ಪಾಟೀಲ ಪದಗ್ರಹಣ ಮಾಡಿದರು. [551,1682,763,1783]
row-rule-2 [326,1183,1515,1185]
col-rule-mid [708,154,710,486]
cases-caption: ಒಟ್ಟು 401 ಪ್ರಕರಣ ಮತ್ತು 29 ವ್ಯಾಜ್ಯ ಪೂರ್ವ ಪ್ರಕರಣ ಇತ್ಯರ್ಥಗೊಂಡವು. ಈ ವೇಳೆ ನ್ಯಾಯಾಧೀಶರು, ಸರ್ಕಾರಿ ವಕೀಲರು, ವಕೀಲರ ಸಂಘದ ಅಧ್ಯಕ್ಷರು ಹಾಗೂ ನ್ಯಾಯಾಲಯದ ಸಿಬ್ಬಂದಿ ಉಪಸ್ಥಿತರಿದ್ದರು. [1151,1731,1512,1785]
kirusuddi-headline-4: ನೀರಿನ ಕೆರೆಯಲ್ಲಿ ಯುವಕನ ಶವ ಪತ್ತೆ [57,1569,288,1626]
cases-headline: 401 ಪ್ರಕರಣಗಳ ಇತ್ಯರ್ಥ [783,1597,1096,1639]
havyaka-headline: ಜು.20ರಿಂದ ಹನ್ನೆರಡನೇ ಹವ್ಯಕ ಹಬ್ಬ [339,1195,701,1229]
issue-city: ಹುಬ್ಬಳ್ಳಿ [1432,118,1464,133]
logo-emblem-icon [51,52,91,92]
rotary-headline: ರೋಟರಿ ಸೆವೆನ್ ಹಿಲ್ಸ್ ಪದಗ್ರಹಣ ನಾಳೆ [783,1861,1076,1887]
col-rule-left [318,154,320,1829]
yoga-body-left: ಧಾರವಾಡ: ಜಿಲ್ಲಾ ಯೋಗಾಸನ ಕ್ರೀಡಾ ಸಂಸ್ಥೆ ಹಾಗೂ ಕರ್ನಾಟಕ ರಾಜ್ಯ ಯೋಗಾಸನ ಕ್ರೀಡಾ ಸಂಸ್ಥೆಯ ಸಹಯೋಗದಲ್ಲಿ ಜು.20ರಂದು ಬೆಳಗ್ಗೆ 8.30ಕ್ಕೆ ನಗರದ ಕರ್ನಾಟಕ ಕಾಲೇಜಿನ ಸಭಾಂಗಣದಲ್ಲಿ ಜಿಲ್ಲಾ ಮಟ್ಟದ ಯೋಗಾಸನ ಸ್ಪರ್ಧೆ ನಡೆಯಲಿದೆ. 8 ರಿಂದ 55 ವರ್ಷ ವಯಸ್ಸಿನ ಸ್ಪರ್ಧಿಗಳು ಭಾಗವಹಿಸಬಹುದು. ವಿಜೇತರು ರಾಜ್ಯಮಟ್ಟದ ಸ್ಪರ್ಧೆಗೆ ಆಯ್ಕೆಯಾಗಲಿದ್ದಾರೆ. ಆಸಕ್ತರು ಹೆಸರು ನೋಂದಾಯಿಸಿಕೊಳ್ಳಬೇಕು ಎಂದು ಸಂಸ್ಥೆಯ ಕಾರ್ಯದರ್ಶಿ ತಿಳಿಸಿದ್ದಾರೆ. [38,1903,160,2241]
journalist-photo [1097,1004,1514,1178]
